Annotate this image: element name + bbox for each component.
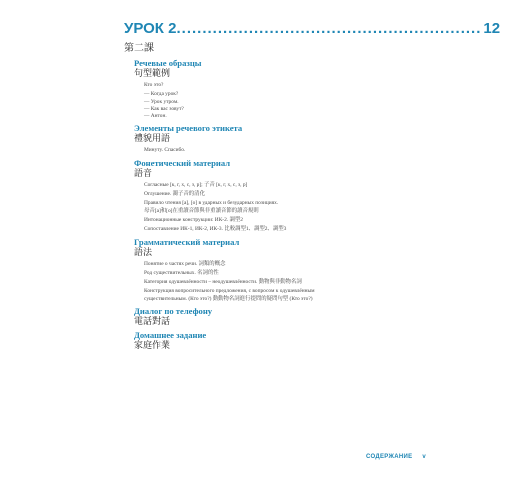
list-item: Минуту. Спасибо. [144,147,186,154]
section-heading: Речевые образцы [134,58,202,68]
section-heading: Грамматический материал [134,236,240,247]
list-item: — Урок утром. [144,98,179,105]
list-item: Сопоставление ИК-1, ИК-2, ИК-3. 比較調型1、調型2、調型3 [144,226,287,233]
section-subheading: 電話對話 [134,316,171,327]
list-item: Интонационные конструкции: ИК-2. 調型2 [144,216,243,223]
section-subheading: 語音 [134,167,153,178]
list-item: — Когда урок? [144,91,179,98]
list-item: Оглушение. 濁子音的清化 [144,191,205,198]
section-etiquette [134,123,434,154]
section-grammar [134,237,434,303]
section-phone-dialog [134,306,434,327]
list-item: — Антон. [144,113,167,120]
list-item: существительным. (Кто это?) 動動物名詞進行提問的疑問句型 (Кто это?) [144,295,313,302]
footer-page-number: v [422,454,426,460]
leader-dots: ........................................................... [176,20,482,37]
section-phonetics [134,158,434,234]
section-speech-patterns [134,58,434,120]
lesson-subtitle: 第二課 [124,43,154,54]
list-item: Согласные [к, г, х, с, з, р]; 子音 [к, г, х, с, з, р] [144,181,248,188]
lesson-page-number: 12 [483,20,501,37]
list-item: Род существительных. 名詞的性 [144,269,219,276]
list-item: Кто это? [144,82,164,88]
section-homework [134,330,434,351]
list-item: Конструкция вопросительного предложения, с вопросом к одушевлённым [144,288,315,295]
section-heading: Диалог по телефону [134,306,213,317]
list-item: Категория одушевлённости – неодушевлённости. 動物與非動物名詞 [144,279,302,286]
section-heading: Домашнее задание [134,330,207,341]
lesson-title [124,20,501,37]
toc-content [134,55,434,354]
section-subheading: 句型範例 [134,68,171,78]
list-item: 母音[а]和[о]在重讀音節與非重讀音節的讀音規則 [144,207,259,214]
section-subheading: 語法 [134,246,153,257]
lesson-title-text: УРОК 2 [124,20,177,37]
section-heading: Фонетический материал [134,157,231,168]
list-item: Понятие о частях речи. 詞類的概念 [144,260,226,267]
section-subheading: 禮貌用語 [134,133,171,144]
section-subheading: 家庭作業 [134,340,171,351]
footer-label: СОДЕРЖАНИЕ [366,454,413,460]
list-item: Правило чтения [а], [о] в ударных и безударных позициях. [144,200,279,207]
section-heading: Элементы речевого этикета [134,123,243,134]
list-item: — Как вас зовут? [144,105,184,112]
page-footer [366,454,426,460]
